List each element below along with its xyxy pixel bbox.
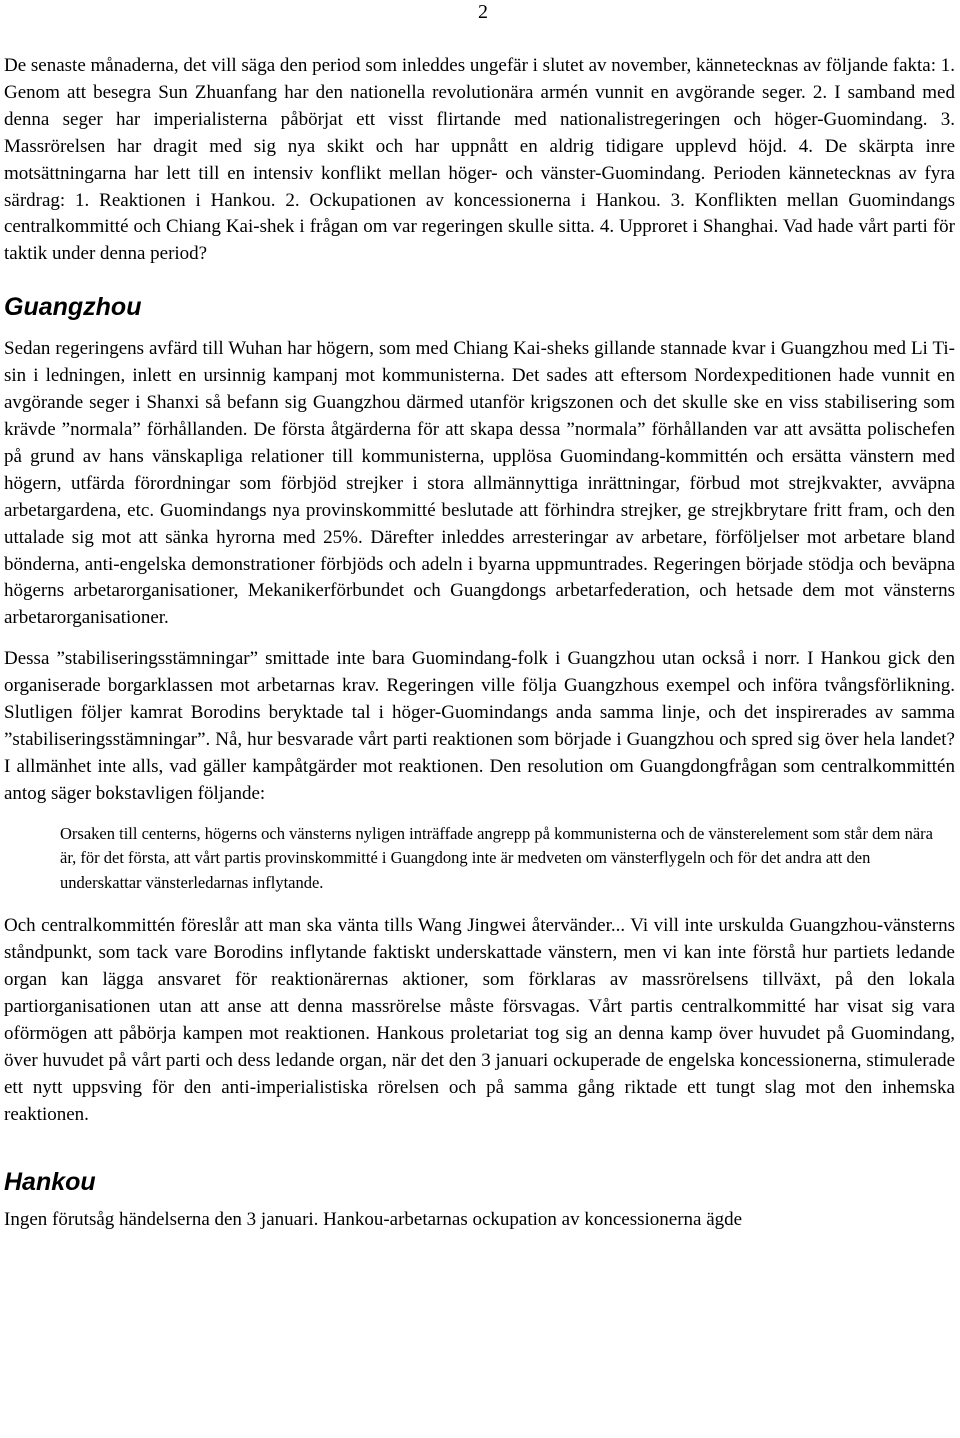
- guangzhou-paragraph-2: Dessa ”stabiliseringsstämningar” smittade inte bara Guomindang-folk i Guangzhou utan också i norr. I Hankou gick den organiserade borgarklassen mot arbetarnas krav. Regeringen ville följa Guangzhous exempel och införa tvångsförlikning. Slutligen följer kamrat Borodins beryktade tal i höger-Guomindangs anda samma linje, och det inspirerades av samma ”stabiliseringsstämningar”. Nå, hur besvarade vårt parti reaktionen som började i Guangzhou och spred sig över hela landet? I allmänhet inte alls, vad gäller kampåtgärder mot reaktionen. Den resolution om Guangdongfrågan som centralkommittén antog säger bokstavligen följande:: [4, 648, 955, 804]
- hankou-paragraph-1: Ingen förutsåg händelserna den 3 januari. Hankou-arbetarnas ockupation av koncessionerna ägde: [4, 1208, 743, 1230]
- document-body: [4, 53, 955, 1234]
- guangzhou-paragraph-1: Sedan regeringens avfärd till Wuhan har högern, som med Chiang Kai-sheks gillande stannade kvar i Guangzhou med Li Ti-sin i ledningen, inlett en ursinnig kampanj mot kommunisterna. Det sades att eftersom Nordexpeditionen hade vunnit en avgörande seger i Shanxi så befann sig Guangzhou därmed utanför krigszonen och det skulle ske en viss stabilisering som krävde ”normala” förhållanden. De första åtgärderna för att skapa dessa ”normala” förhållanden var att avsätta polischefen på grund av hans vänskapliga relationer till kommunisterna, upplösa Guomindang-kommittén och ersätta vänstern med högern, utfärda förordningar som förbjöd strejker i stora allmännyttiga inrättningar, förbud mot strejkvakter, avväpna arbetargardena, etc. Guomindangs nya provinskommitté beslutade att förhindra strejker, ge strejkbrytare fritt fram, och den uttalade sig mot att sänka hyrorna med 25%. Därefter inleddes arresteringar av arbetare, förföljelser mot arbetare bland bönderna, anti-engelska demonstrationer förbjöds och adeln i byarna uppmuntrades. Regeringen började stödja och beväpna högerns arbetarorganisationer, Mekanikerförbundet och Guangdongs arbetarfederation, och hetsade dem mot vänsterns arbetarorganisationer.: [4, 338, 955, 629]
- resolution-quote: Orsaken till centerns, högerns och vänsterns nyligen inträffade angrepp på kommunisterna och de vänsterelement som står dem nära är, för det första, att vårt partis provinskommitté i Guangdong inte är medveten om vänsterflygeln och för det andra att den underskattar vänsterledarnas inflytande.: [60, 823, 933, 892]
- page-number: 2: [478, 1, 488, 23]
- section-heading-hankou: Hankou: [4, 1167, 96, 1196]
- intro-paragraph: De senaste månaderna, det vill säga den period som inleddes ungefär i slutet av november, kännetecknas av följande fakta: 1. Genom att besegra Sun Zhuanfang har den nationella revolutionära armén vunnit en avgörande seger. 2. I samband med denna seger har imperialisterna påbörjat ett visst flirtande med nationalistregeringen och höger-Guomindang. 3. Massrörelsen har dragit med sig nya skikt och har uppnått en aldrig tidigare upplevd höjd. 4. De skärpta inre motsättningarna har lett till en intensiv konflikt mellan höger- och vänster-Guomindang. Perioden kännetecknas av fyra särdrag: 1. Reaktionen i Hankou. 2. Ockupationen av koncessionerna i Hankou. 3. Konflikten mellan Guomindangs centralkommitté och Chiang Kai-shek i frågan om var regeringen skulle sitta. 4. Upproret i Shanghai. Vad hade vårt parti för taktik under denna period?: [4, 55, 956, 265]
- section-heading-guangzhou: Guangzhou: [4, 293, 142, 322]
- guangzhou-paragraph-3: Och centralkommittén föreslår att man ska vänta tills Wang Jingwei återvänder... Vi vill inte urskulda Guangzhou-vänsterns ståndpunkt, som tack vare Borodins inflytande faktiskt underskattade vänstern, men vi kan inte förstå hur partiets ledande organ kan lägga ansvaret för reaktionärernas aktioner, som förklaras av massrörelsens tillväxt, på den lokala partiorganisationen utan att anse att denna massrörelse måste försvagas. Vårt partis centralkommitté har visat sig vara oförmögen att påbörja kampen mot reaktionen. Hankous proletariat tog sig an denna kamp över huvudet på Guomindang, över huvudet på vårt parti och dess ledande organ, när det den 3 januari ockuperade de engelska koncessionerna, stimulerade ett nytt uppsving för den anti-imperialistiska rörelsen och på samma gång riktade ett tungt slag mot den inhemska reaktionen.: [4, 915, 955, 1125]
